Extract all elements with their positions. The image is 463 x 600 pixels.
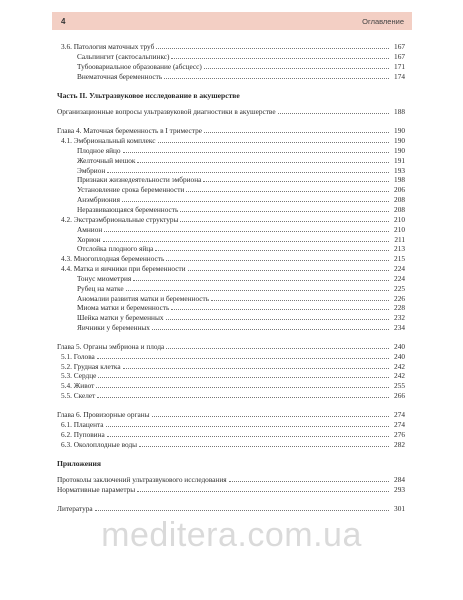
dot-leader xyxy=(137,486,389,492)
toc-entry-page: 224 xyxy=(394,264,405,274)
toc-entry-page: 210 xyxy=(394,214,405,224)
toc-group-g xyxy=(57,504,405,514)
dot-leader xyxy=(180,206,389,212)
dot-leader xyxy=(106,421,390,427)
dot-leader xyxy=(155,245,389,251)
toc-entry-title: Установление срока беременности xyxy=(77,185,185,195)
toc-entry-page: 208 xyxy=(394,195,405,205)
toc-entry-page: 213 xyxy=(394,244,405,254)
toc-group-f xyxy=(57,475,405,495)
toc-entry-page: 206 xyxy=(394,185,405,195)
toc-entry[interactable] xyxy=(57,166,405,176)
toc-entry-page: 228 xyxy=(394,303,405,313)
toc-entry[interactable] xyxy=(57,156,405,166)
toc-entry[interactable] xyxy=(57,205,405,215)
dot-leader xyxy=(156,43,389,49)
toc-entry[interactable] xyxy=(57,195,405,205)
dot-leader xyxy=(107,167,389,173)
dot-leader xyxy=(229,476,389,482)
dot-leader xyxy=(158,137,389,143)
toc-entry[interactable] xyxy=(57,107,405,117)
dot-leader xyxy=(180,216,389,222)
toc-group-e xyxy=(57,410,405,449)
toc-group-a xyxy=(57,42,405,81)
toc-entry-page: 240 xyxy=(394,351,405,361)
dot-leader xyxy=(98,372,389,378)
toc-group-c xyxy=(57,126,405,333)
toc-entry-page: 293 xyxy=(394,485,405,495)
toc-entry-title: 5.1. Голова xyxy=(61,351,95,361)
toc-entry-title: 5.3. Сердце xyxy=(61,371,97,381)
table-of-contents xyxy=(57,42,405,514)
toc-entry[interactable] xyxy=(57,254,405,264)
toc-entry-title: Рубец на матке xyxy=(77,283,124,293)
toc-entry-title: Эмбрион xyxy=(77,165,106,175)
dot-leader xyxy=(164,73,389,79)
toc-entry[interactable] xyxy=(57,504,405,514)
toc-entry-page: 234 xyxy=(394,323,405,333)
watermark: meditera.com.ua xyxy=(101,516,362,554)
toc-entry-page: 211 xyxy=(394,234,405,244)
toc-entry[interactable] xyxy=(57,430,405,440)
toc-entry[interactable] xyxy=(57,485,405,495)
toc-entry-title: 4.4. Матка и яичники при беременности xyxy=(61,264,186,274)
toc-entry-page: 242 xyxy=(394,371,405,381)
toc-entry[interactable] xyxy=(57,146,405,156)
dot-leader xyxy=(171,53,389,59)
toc-entry[interactable] xyxy=(57,420,405,430)
toc-entry-title: Анэмбриония xyxy=(77,195,120,205)
toc-entry[interactable] xyxy=(57,294,405,304)
dot-leader xyxy=(104,226,389,232)
toc-entry-page: 242 xyxy=(394,361,405,371)
dot-leader xyxy=(133,275,389,281)
toc-group-d xyxy=(57,342,405,401)
toc-entry-title: Хорион xyxy=(77,234,101,244)
toc-entry-page: 224 xyxy=(394,273,405,283)
toc-entry[interactable] xyxy=(57,244,405,254)
toc-entry-title: Плодное яйцо xyxy=(77,145,121,155)
dot-leader xyxy=(123,147,389,153)
dot-leader xyxy=(211,295,389,301)
toc-entry[interactable] xyxy=(57,185,405,195)
toc-entry-page: 225 xyxy=(394,283,405,293)
toc-entry-page: 301 xyxy=(394,504,405,514)
toc-entry-title: Нормативные параметры xyxy=(57,485,136,495)
toc-entry[interactable] xyxy=(57,42,405,52)
toc-entry-page: 226 xyxy=(394,293,405,303)
toc-entry[interactable] xyxy=(57,284,405,294)
toc-entry-title: Тубоовариальное образование (абсцесс) xyxy=(77,61,202,71)
toc-entry-page: 232 xyxy=(394,313,405,323)
dot-leader xyxy=(278,108,389,114)
page-number: 4 xyxy=(61,16,66,26)
toc-entry-title: Тонус миометрия xyxy=(77,273,132,283)
toc-entry-title: Аномалии развития матки и беременность xyxy=(77,293,210,303)
dot-leader xyxy=(152,324,389,330)
toc-entry[interactable] xyxy=(57,215,405,225)
dot-leader xyxy=(103,236,389,242)
dot-leader xyxy=(171,304,389,310)
toc-entry-page: 174 xyxy=(394,71,405,81)
toc-entry-page: 188 xyxy=(394,107,405,117)
dot-leader xyxy=(107,431,389,437)
toc-entry-page: 171 xyxy=(394,61,405,71)
toc-entry-title: 4.2. Экстраэмбриональные структуры xyxy=(61,214,179,224)
toc-entry[interactable] xyxy=(57,352,405,362)
toc-entry-page: 274 xyxy=(394,419,405,429)
toc-entry-page: 167 xyxy=(394,51,405,61)
toc-entry-page: 284 xyxy=(394,475,405,485)
toc-entry-title: Признаки жизнедеятельности эмбриона xyxy=(77,175,202,185)
toc-entry[interactable] xyxy=(57,391,405,401)
dot-leader xyxy=(166,314,389,320)
dot-leader xyxy=(152,411,389,417)
part-heading: Часть II. Ультразвуковое исследование в акушерстве xyxy=(57,91,240,101)
toc-entry-page: 198 xyxy=(394,175,405,185)
appendix-heading: Приложения xyxy=(57,459,102,469)
toc-entry-title: Неразвивающаяся беременность xyxy=(77,204,179,214)
toc-entry-title: 6.1. Плацента xyxy=(61,419,104,429)
toc-entry[interactable] xyxy=(57,264,405,274)
running-title: Оглавление xyxy=(362,16,404,26)
toc-entry-title: 3.6. Патология маточных труб xyxy=(61,42,155,51)
toc-entry[interactable] xyxy=(57,175,405,185)
toc-entry[interactable] xyxy=(57,323,405,333)
toc-group-b xyxy=(57,107,405,117)
dot-leader xyxy=(166,255,389,261)
toc-entry[interactable] xyxy=(57,52,405,62)
toc-entry[interactable] xyxy=(57,72,405,82)
toc-entry-page: 193 xyxy=(394,165,405,175)
toc-entry-title: Протоколы заключений ультразвукового исследования xyxy=(57,475,227,485)
toc-entry-title: 5.4. Живот xyxy=(61,381,95,391)
toc-entry[interactable] xyxy=(57,313,405,323)
toc-entry-title: 4.3. Многоплодная беременность xyxy=(61,254,165,264)
toc-entry-page: 276 xyxy=(394,429,405,439)
dot-leader xyxy=(188,265,389,271)
toc-entry-page: 167 xyxy=(394,42,405,51)
toc-entry-page: 190 xyxy=(394,136,405,146)
toc-entry[interactable] xyxy=(57,342,405,352)
dot-leader xyxy=(97,392,389,398)
toc-entry-title: Шейка матки у беременных xyxy=(77,313,164,323)
toc-entry[interactable] xyxy=(57,440,405,450)
toc-entry[interactable] xyxy=(57,475,405,485)
dot-leader xyxy=(95,505,389,511)
dot-leader xyxy=(204,63,389,69)
toc-entry-title: Отслойка плодного яйца xyxy=(77,244,154,254)
toc-entry-page: 215 xyxy=(394,254,405,264)
toc-entry-page: 255 xyxy=(394,381,405,391)
toc-entry-page: 240 xyxy=(394,341,405,351)
toc-entry-title: Яичники у беременных xyxy=(77,323,150,333)
toc-entry[interactable] xyxy=(57,274,405,284)
dot-leader xyxy=(126,285,389,291)
toc-entry-page: 282 xyxy=(394,439,405,449)
toc-entry-page: 274 xyxy=(394,410,405,419)
dot-leader xyxy=(139,441,389,447)
toc-entry-title: 4.1. Эмбриональный комплекс xyxy=(61,136,156,146)
toc-entry-title: Внематочная беременность xyxy=(77,71,163,81)
toc-entry-title: Глава 4. Маточная беременность в I триместре xyxy=(57,126,202,136)
toc-entry-title: Литература xyxy=(57,504,93,514)
toc-entry-title: Желточный мешок xyxy=(77,155,136,165)
toc-entry-title: Миома матки и беременность xyxy=(77,303,170,313)
toc-entry[interactable] xyxy=(57,362,405,372)
toc-entry-title: 6.3. Околоплодные воды xyxy=(61,439,138,449)
dot-leader xyxy=(166,343,389,349)
dot-leader xyxy=(123,363,389,369)
toc-entry-title: Организационные вопросы ультразвуковой диагностики в акушерстве xyxy=(57,107,276,117)
toc-entry[interactable] xyxy=(57,303,405,313)
running-header xyxy=(52,12,412,30)
toc-entry[interactable] xyxy=(57,235,405,245)
dot-leader xyxy=(96,382,389,388)
toc-entry-page: 190 xyxy=(394,145,405,155)
toc-entry[interactable] xyxy=(57,371,405,381)
dot-leader xyxy=(122,196,389,202)
toc-entry-title: 5.5. Скелет xyxy=(61,391,96,401)
toc-entry-title: Сальпингит (сактосальпинкс) xyxy=(77,51,170,61)
toc-entry-page: 208 xyxy=(394,204,405,214)
toc-entry-title: 6.2. Пуповина xyxy=(61,429,105,439)
toc-entry-title: 5.2. Грудная клетка xyxy=(61,361,121,371)
toc-entry-page: 191 xyxy=(394,155,405,165)
dot-leader xyxy=(203,176,389,182)
dot-leader xyxy=(186,186,389,192)
toc-entry-page: 210 xyxy=(394,224,405,234)
toc-entry[interactable] xyxy=(57,126,405,136)
dot-leader xyxy=(204,127,389,133)
toc-entry-title: Глава 5. Органы эмбриона и плода xyxy=(57,341,165,351)
toc-entry[interactable] xyxy=(57,225,405,235)
toc-entry-page: 266 xyxy=(394,391,405,401)
toc-entry-title: Глава 6. Провизорные органы xyxy=(57,410,150,419)
toc-entry-title: Амнион xyxy=(77,224,103,234)
toc-entry[interactable] xyxy=(57,410,405,420)
toc-entry-page: 190 xyxy=(394,126,405,136)
dot-leader xyxy=(137,157,389,163)
toc-entry[interactable] xyxy=(57,136,405,146)
toc-entry[interactable] xyxy=(57,62,405,72)
toc-entry[interactable] xyxy=(57,381,405,391)
dot-leader xyxy=(97,353,389,359)
